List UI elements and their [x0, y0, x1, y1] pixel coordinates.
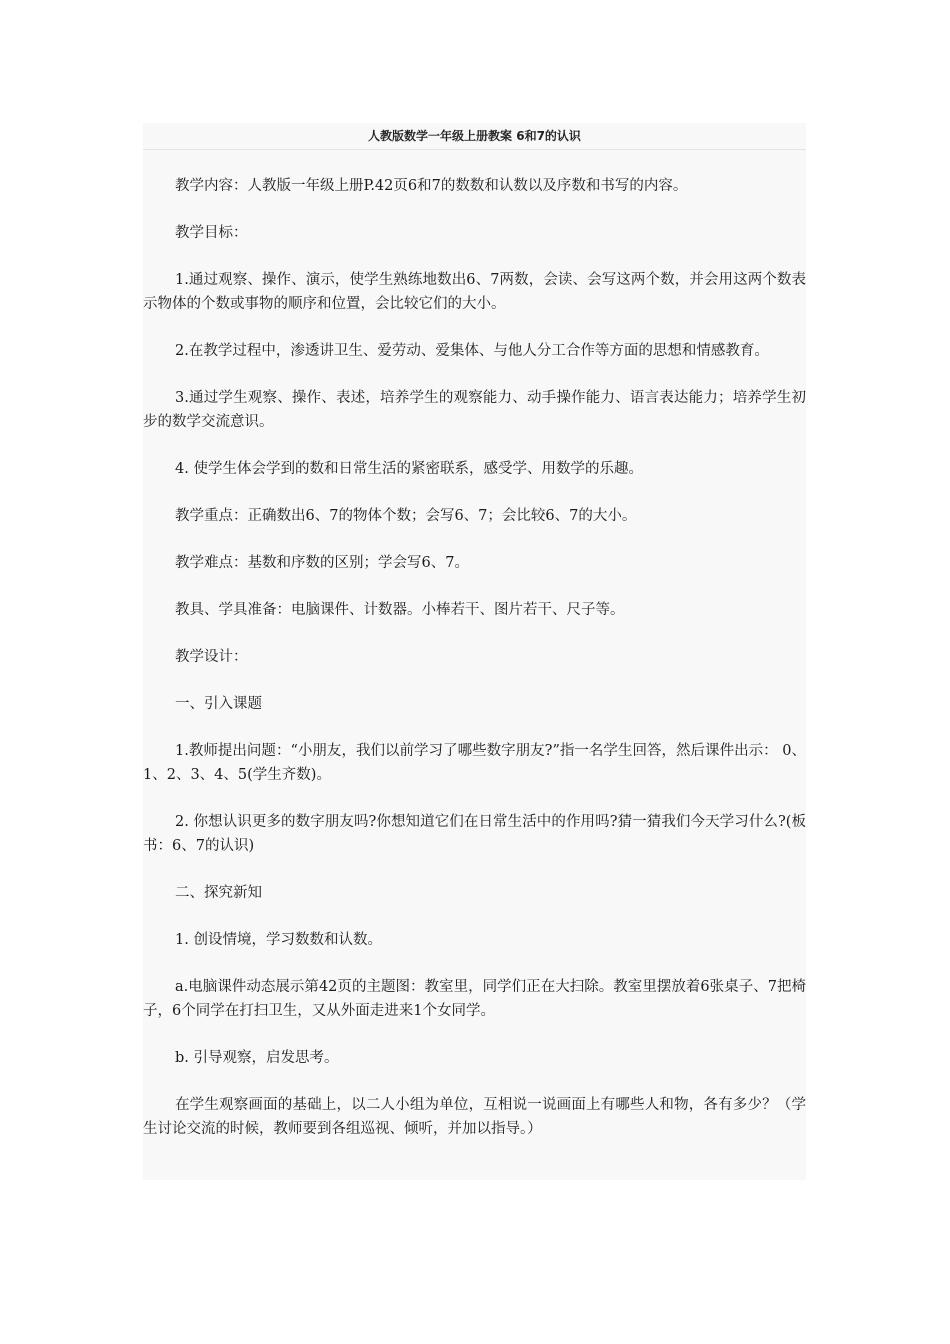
- paragraph-goal-2: 2.在教学过程中，渗透讲卫生、爱劳动、爱集体、与他人分工合作等方面的思想和情感教育。: [175, 343, 769, 359]
- paragraph-teaching-goals-heading: 教学目标：: [175, 225, 248, 241]
- document-page: [143, 123, 806, 1180]
- document-title: 人教版数学一年级上册教案 6和7的认识: [143, 123, 806, 150]
- paragraph-group-discussion: 在学生观察画面的基础上，以二人小组为单位，互相说一说画面上有哪些人和物，各有多少？（学生讨论交流的时候，教师要到各组巡视、倾听，并加以指导。）: [143, 1097, 806, 1137]
- paragraph-key-points: 教学重点：正确数出6、7的物体个数；会写6、7；会比较6、7的大小。: [175, 508, 637, 524]
- paragraph-intro-1: 1.教师提出问题：“小朋友，我们以前学习了哪些数字朋友?”指一名学生回答，然后课件出示： 0、1、2、3、4、5(学生齐数)。: [143, 743, 806, 783]
- paragraph-teaching-content: 教学内容：人教版一年级上册P.42页6和7的数数和认数以及序数和书写的内容。: [175, 178, 688, 194]
- paragraph-design-heading: 教学设计：: [175, 649, 248, 665]
- paragraph-goal-1: 1.通过观察、操作、演示，使学生熟练地数出6、7两数，会读、会写这两个数，并会用这两个数表示物体的个数或事物的顺序和位置，会比较它们的大小。: [143, 272, 806, 312]
- paragraph-explore-1: 1. 创设情境，学习数数和认数。: [175, 932, 382, 948]
- paragraph-difficulties: 教学难点：基数和序数的区别；学会写6、7。: [175, 555, 469, 571]
- paragraph-section-1-heading: 一、引入课题: [175, 696, 262, 712]
- paragraph-intro-2: 2. 你想认识更多的数字朋友吗?你想知道它们在日常生活中的作用吗?猜一猜我们今天学习什么?(板书：6、7的认识): [143, 814, 806, 854]
- paragraph-explore-a: a.电脑课件动态展示第42页的主题图：教室里，同学们正在大扫除。教室里摆放着6张桌子、7把椅子，6个同学在打扫卫生，又从外面走进来1个女同学。: [143, 979, 806, 1019]
- document-body: [143, 150, 806, 1141]
- paragraph-explore-b: b. 引导观察，启发思考。: [175, 1050, 339, 1066]
- paragraph-section-2-heading: 二、探究新知: [175, 885, 262, 901]
- paragraph-goal-3: 3.通过学生观察、操作、表述，培养学生的观察能力、动手操作能力、语言表达能力；培养学生初步的数学交流意识。: [143, 390, 806, 430]
- paragraph-materials: 教具、学具准备：电脑课件、计数器。小棒若干、图片若干、尺子等。: [175, 602, 625, 618]
- paragraph-goal-4: 4. 使学生体会学到的数和日常生活的紧密联系，感受学、用数学的乐趣。: [175, 461, 643, 477]
